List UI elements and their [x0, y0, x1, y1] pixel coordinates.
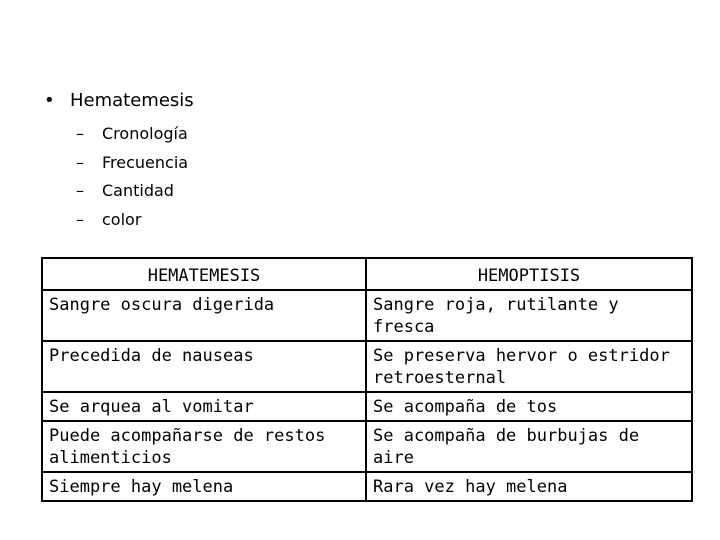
table-cell: Se arquea al vomitar	[42, 392, 366, 421]
table-row	[42, 472, 692, 501]
bullet-marker: •	[44, 90, 55, 111]
comparison-table	[41, 257, 693, 502]
sub-list-item	[76, 120, 194, 149]
column-header-hemoptisis: HEMOPTISIS	[366, 258, 692, 290]
table-row	[42, 421, 692, 472]
table-cell: Rara vez hay melena	[366, 472, 692, 501]
sub-list-item	[76, 149, 194, 178]
table-cell: Se preserva hervor o estridor retroesternal	[366, 341, 692, 392]
sub-list-label: Cantidad	[102, 181, 174, 200]
dash-marker: –	[76, 209, 84, 229]
sub-list-label: Frecuencia	[102, 152, 189, 172]
table-row	[42, 341, 692, 392]
sub-list-item	[76, 177, 194, 206]
table-row	[42, 290, 692, 341]
table-cell: Se acompaña de tos	[366, 392, 692, 421]
table-header-row	[42, 258, 692, 290]
main-bullet-label: Hematemesis	[70, 90, 194, 111]
dash-marker: –	[76, 124, 84, 143]
sub-list-label: color	[102, 209, 142, 229]
sub-list-label: Cronología	[102, 124, 188, 143]
table-cell: Sangre oscura digerida	[42, 290, 366, 341]
table-cell: Puede acompañarse de restos alimenticios	[42, 421, 366, 472]
table-row	[42, 392, 692, 421]
table-cell: Sangre roja, rutilante y fresca	[366, 290, 692, 341]
table-cell: Se acompaña de burbujas de aire	[366, 421, 692, 472]
sub-list	[76, 120, 194, 234]
main-bullet-item	[44, 88, 194, 114]
bullet-list	[44, 88, 194, 234]
column-header-hematemesis: HEMATEMESIS	[42, 258, 366, 290]
dash-marker: –	[76, 152, 84, 172]
dash-marker: –	[76, 181, 84, 200]
table-cell: Siempre hay melena	[42, 472, 366, 501]
sub-list-item	[76, 206, 194, 235]
table-cell: Precedida de nauseas	[42, 341, 366, 392]
